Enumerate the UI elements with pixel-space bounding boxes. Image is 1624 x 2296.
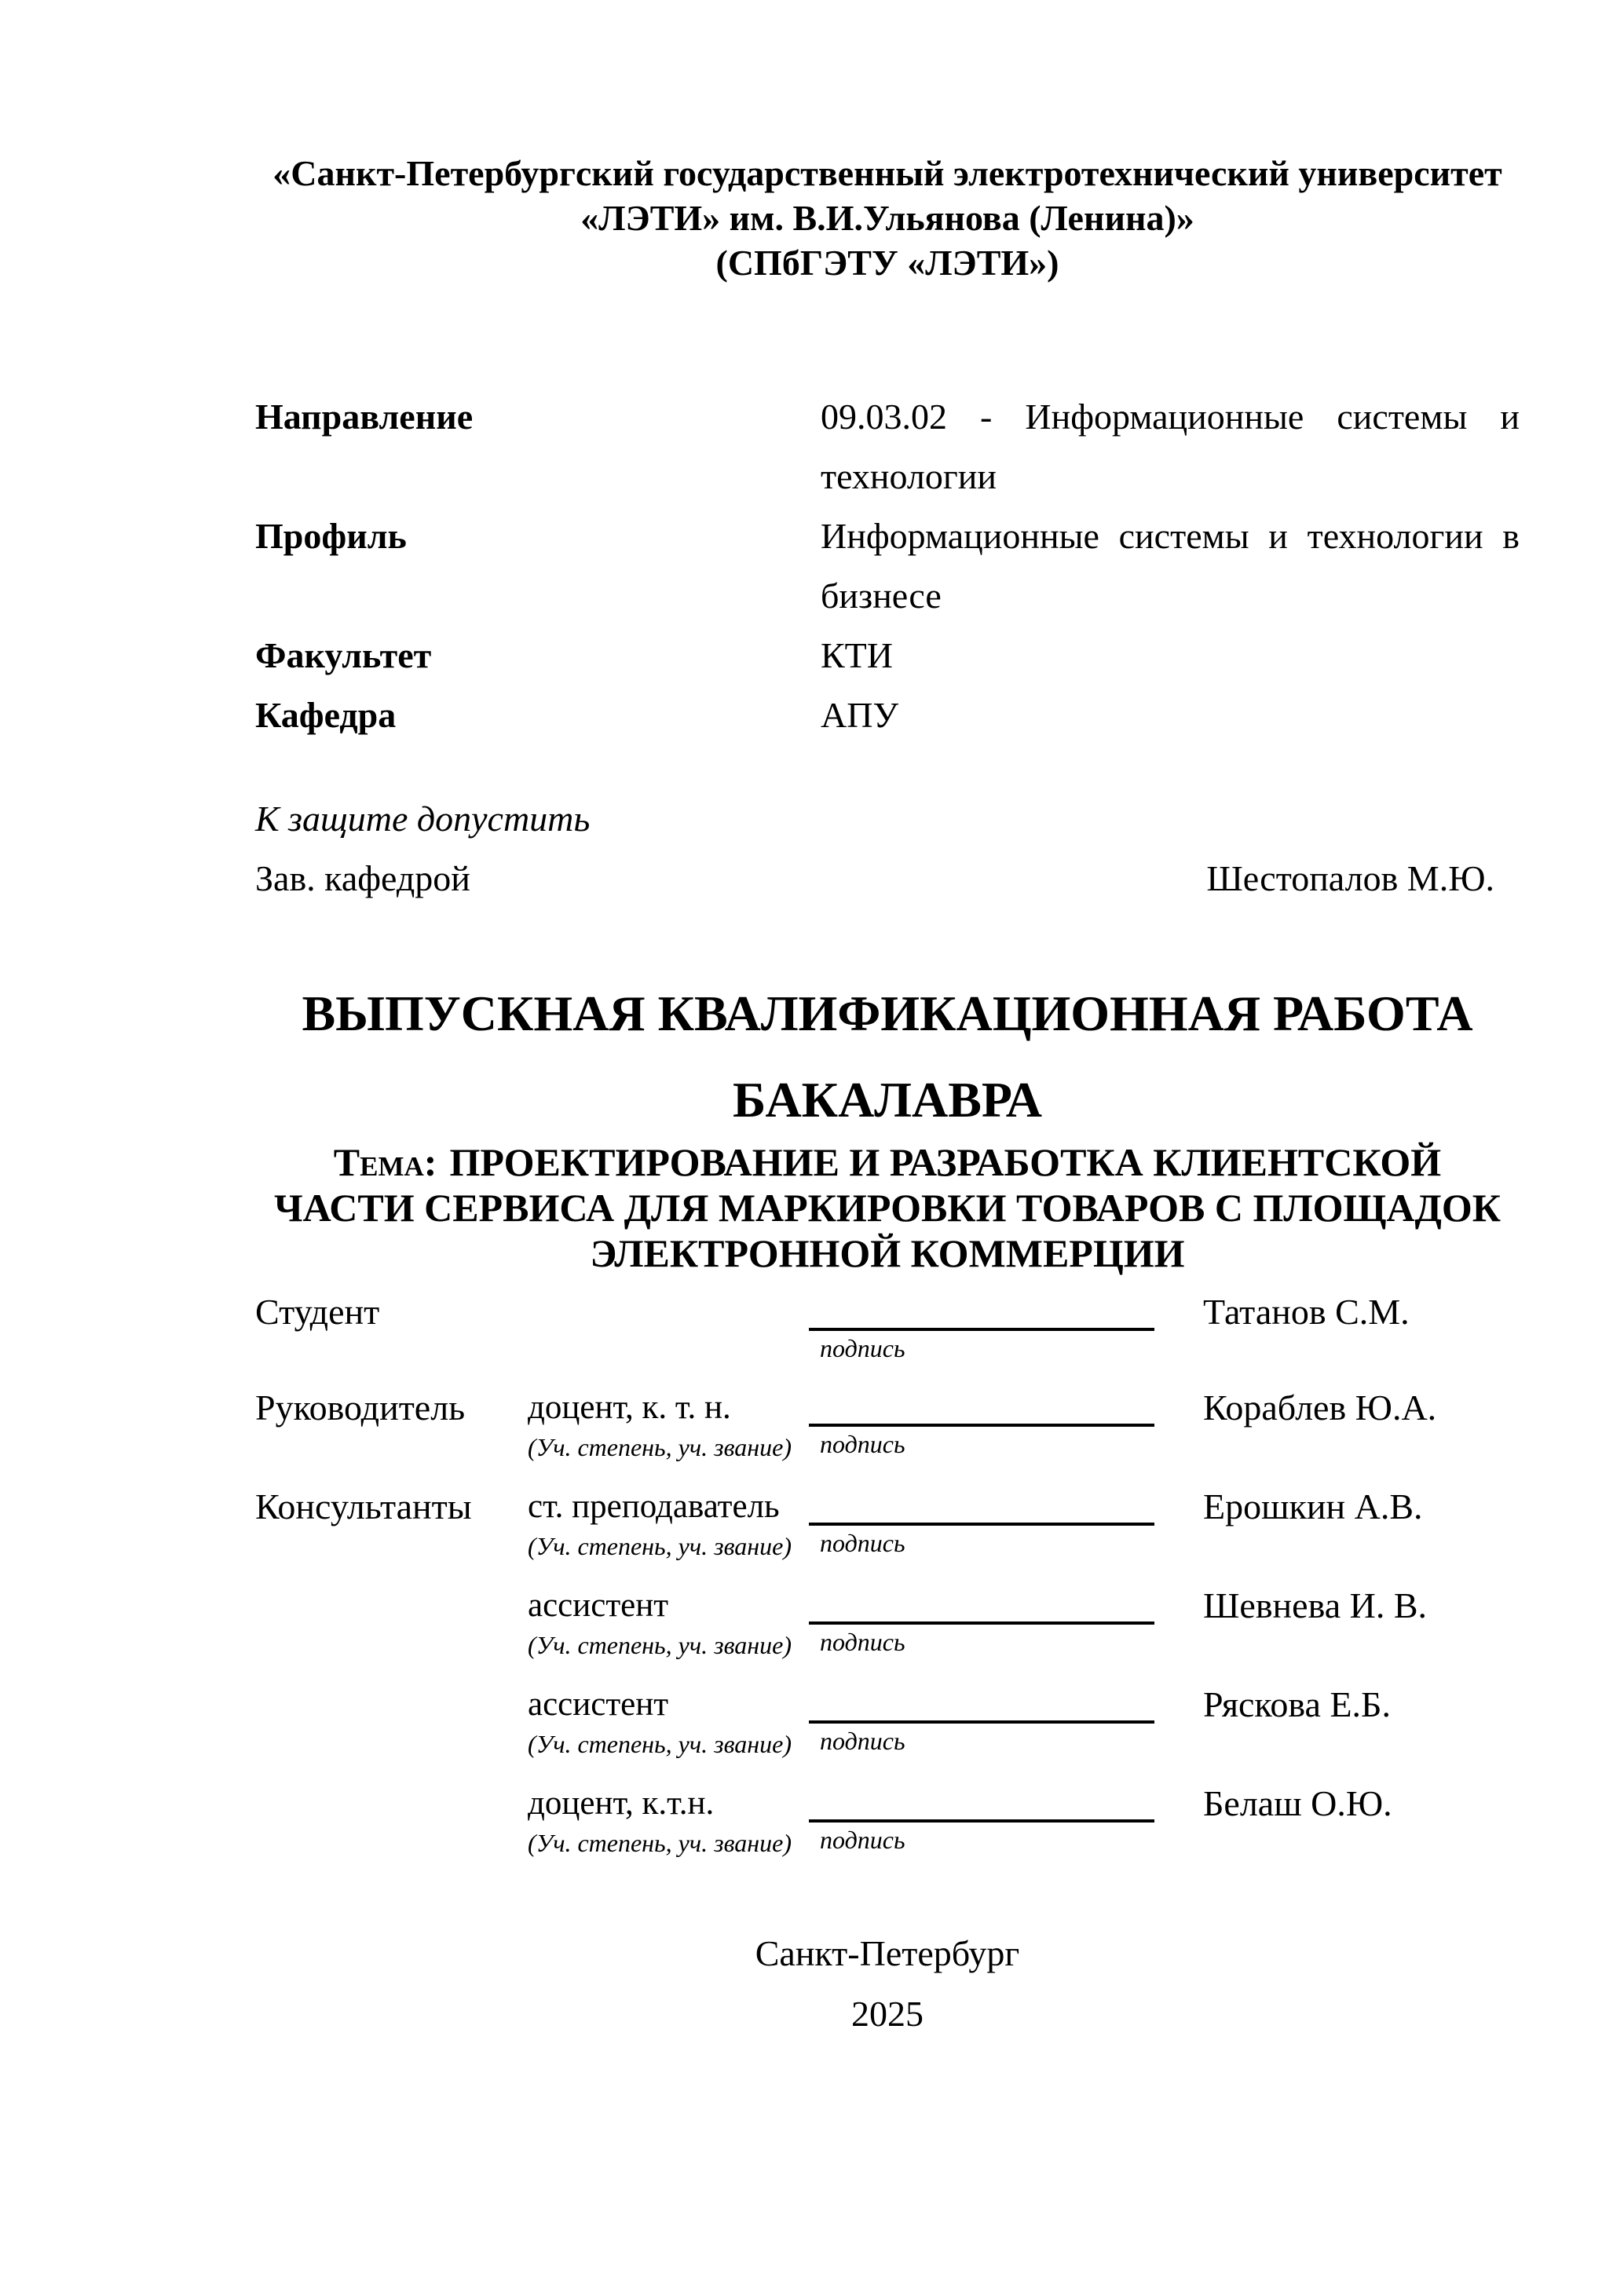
consultant-4-name: Белаш О.Ю. [1203,1783,1392,1823]
student-signature-caption: подпись [820,1334,905,1362]
footer-city: Санкт-Петербург [755,1933,1020,1973]
university-abbreviation: (СПбГЭТУ «ЛЭТИ») [715,243,1059,283]
admission-row [255,849,1520,909]
supervisor-degree-cell [528,1386,809,1464]
theme-line-1 [255,1139,1520,1185]
consultant-2-degree-caption: (Уч. степень, уч. звание) [528,1631,792,1659]
consultant-3-signature-caption: подпись [820,1727,905,1755]
admission-note: К защите допустить [255,799,591,839]
consultant-1-degree: ст. преподаватель [528,1488,780,1525]
consultant-1-signature-caption: подпись [820,1529,905,1557]
university-name-line-2: «ЛЭТИ» им. В.И.Ульянова (Ленина)» [580,198,1194,238]
direction-label: Направление [255,397,474,437]
work-title-line-2: БАКАЛАВРА [732,1072,1043,1128]
profile-value [821,506,1520,626]
consultant-4-role-label [255,1782,528,1860]
university-name-line-1: «Санкт-Петербургский государственный электротехнический университет [272,153,1502,193]
supervisor-role-label: Руководитель [255,1387,466,1428]
direction-value [821,387,1520,506]
consultant-1-signature-cell [809,1485,1154,1563]
theme-text-line-2: ЧАСТИ СЕРВИСА ДЛЯ МАРКИРОВКИ ТОВАРОВ С ПЛОЩАДОК [273,1186,1501,1230]
student-degree-cell [528,1290,809,1366]
consultant-1-degree-cell [528,1485,809,1563]
consultant-4-degree-caption: (Уч. степень, уч. звание) [528,1829,792,1857]
direction-value-line-1: 09.03.02 - Информационные системы и [821,397,1520,437]
student-role-label: Студент [255,1292,380,1332]
consultant-3-signature-cell [809,1683,1154,1761]
consultant-1-name: Ерошкин А.В. [1203,1486,1423,1526]
field-row-profile [255,506,1520,626]
supervisor-degree: доцент, к. т. н. [528,1389,731,1426]
consultants-role-label: Консультанты [255,1486,472,1526]
programme-fields [255,387,1520,745]
profile-label: Профиль [255,516,407,556]
field-row-department [255,686,1520,745]
consultant-3-degree-cell [528,1683,809,1761]
consultant-3-degree: ассистент [528,1686,669,1723]
work-title-line-1: ВЫПУСКНАЯ КВАЛИФИКАЦИОННАЯ РАБОТА [302,985,1473,1041]
signature-block [255,1290,1520,1860]
consultant-4-degree: доцент, к.т.н. [528,1785,715,1822]
supervisor-name: Кораблев Ю.А. [1203,1387,1437,1428]
theme-block [255,1139,1520,1276]
profile-value-line-2: бизнесе [821,576,942,616]
theme-label: Тема: [333,1140,437,1184]
faculty-value: КТИ [821,635,893,675]
head-of-department-name: Шестопалов М.Ю. [1206,858,1494,898]
consultant-3-degree-caption: (Уч. степень, уч. звание) [528,1730,792,1758]
consultant-2-role-label [255,1584,528,1662]
supervisor-signature-cell [809,1386,1154,1464]
consultant-3-role-label [255,1683,528,1761]
signature-row-consultant-4 [255,1782,1520,1860]
direction-value-line-2: технологии [821,456,997,496]
consultant-2-signature-caption: подпись [820,1628,905,1656]
consultant-4-signature-cell [809,1782,1154,1860]
supervisor-degree-caption: (Уч. степень, уч. звание) [528,1433,792,1461]
department-value: АПУ [821,695,899,735]
head-of-department-label: Зав. кафедрой [255,858,470,898]
consultant-4-degree-cell [528,1782,809,1860]
signature-row-student [255,1290,1520,1366]
consultant-2-degree-cell [528,1584,809,1662]
theme-text-line-3: ЭЛЕКТРОННОЙ КОММЕРЦИИ [590,1231,1185,1275]
footer-year: 2025 [851,1994,924,2034]
field-row-direction [255,387,1520,506]
consultant-4-signature-caption: подпись [820,1826,905,1854]
supervisor-signature-caption: подпись [820,1430,905,1458]
consultant-4-signature-line [809,1782,1154,1823]
signature-row-consultant-2 [255,1584,1520,1662]
department-label: Кафедра [255,695,397,735]
signature-row-supervisor [255,1386,1520,1464]
consultant-1-signature-line [809,1485,1154,1526]
student-name: Татанов С.М. [1203,1292,1410,1332]
faculty-label: Факультет [255,635,432,675]
consultant-2-signature-cell [809,1584,1154,1662]
supervisor-signature-line [809,1386,1154,1427]
consultant-2-signature-line [809,1584,1154,1625]
profile-value-line-1: Информационные системы и технологии в [821,516,1520,556]
student-signature-line [809,1290,1154,1331]
consultant-2-name: Шевнева И. В. [1203,1585,1428,1625]
signature-row-consultant-1 [255,1485,1520,1563]
student-signature-cell [809,1290,1154,1366]
theme-text-line-1: ПРОЕКТИРОВАНИЕ И РАЗРАБОТКА КЛИЕНТСКОЙ [449,1140,1442,1184]
consultant-3-signature-line [809,1683,1154,1724]
university-header [255,151,1520,285]
field-row-faculty [255,626,1520,686]
consultant-3-name: Ряскова Е.Б. [1203,1684,1391,1724]
consultant-1-degree-caption: (Уч. степень, уч. звание) [528,1532,792,1560]
signature-row-consultant-3 [255,1683,1520,1761]
consultant-2-degree: ассистент [528,1587,669,1624]
